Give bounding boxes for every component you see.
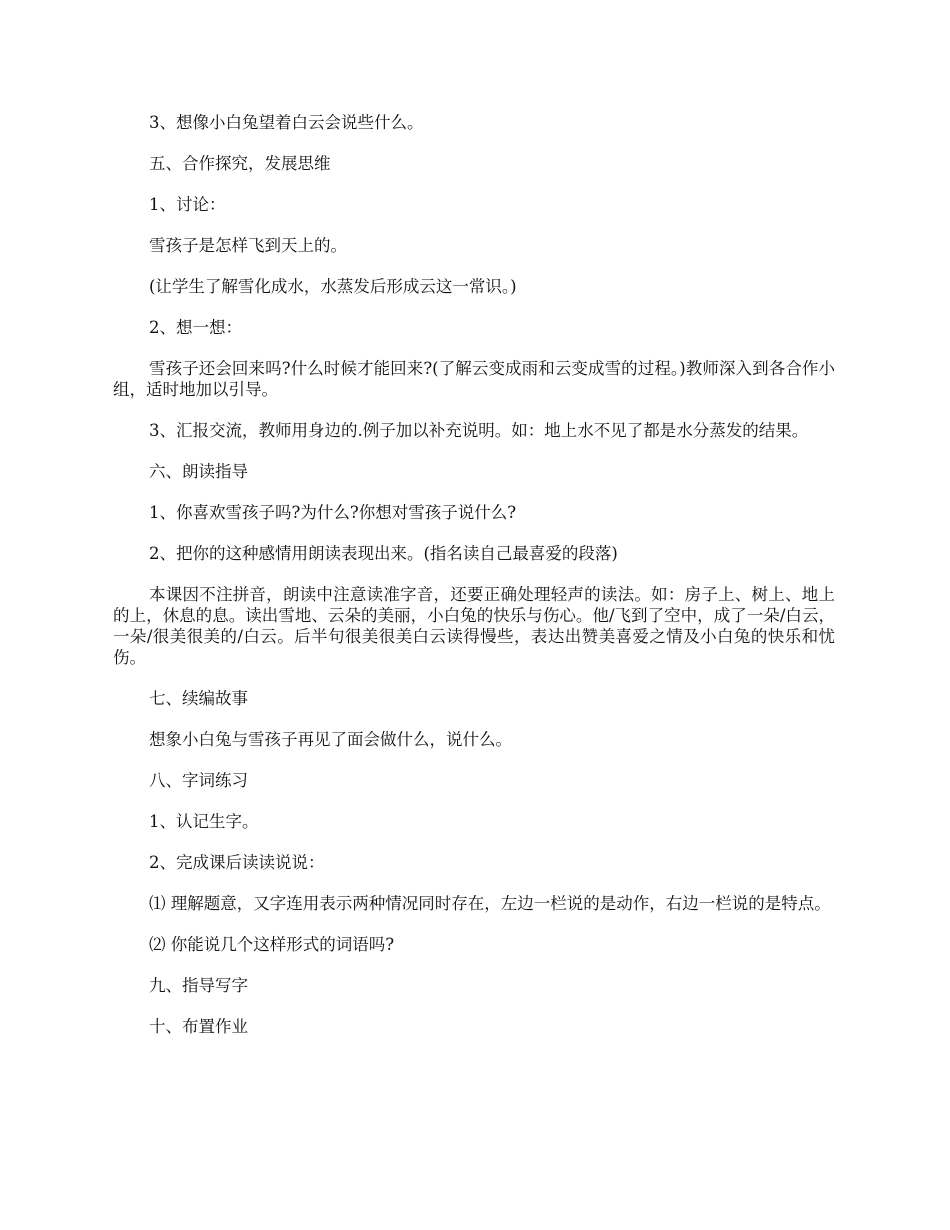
paragraph-report: 3、汇报交流，教师用身边的.例子加以补充说明。如：地上水不见了都是水分蒸发的结果。: [149, 421, 809, 440]
paragraph-characters: 1、认记生字。: [149, 812, 259, 831]
paragraph-exercise-1: ⑴ 理解题意，又字连用表示两种情况同时存在，左边一栏说的是动作，右边一栏说的是特点。: [149, 894, 831, 913]
paragraph-exercise: 2、完成课后读读说说：: [149, 853, 325, 872]
section-heading-7: 七、续编故事: [149, 689, 248, 708]
section-heading-10: 十、布置作业: [149, 1017, 248, 1036]
paragraph-reading-notes: 本课因不注拼音，朗读中注意读准字音，还要正确处理轻声的读法。如：房子上、树上、地上的上，休息的息。读出雪地、云朵的美丽，小白兔的快乐与伤心。他/飞到了空中，成了一朵/白云，一朵/很美很美的/白云。后半句很美很美白云读得慢些，表达出赞美喜爱之情及小白兔的快乐和忧伤。: [113, 585, 835, 667]
paragraph-story: 想象小白兔与雪孩子再见了面会做什么，说什么。: [149, 730, 512, 749]
section-heading-9: 九、指导写字: [149, 976, 248, 995]
paragraph-think: 2、想一想：: [149, 318, 242, 337]
document-body: [113, 112, 835, 1057]
paragraph-like: 1、你喜欢雪孩子吗?为什么?你想对雪孩子说什么?: [149, 503, 517, 522]
paragraph-exercise-2: ⑵ 你能说几个这样形式的词语吗?: [149, 935, 395, 954]
section-heading-5: 五、合作探究，发展思维: [149, 154, 331, 173]
paragraph-1: 3、想像小白兔望着白云会说些什么。: [149, 113, 424, 132]
paragraph-note: (让学生了解雪化成水，水蒸发后形成云这一常识。): [149, 277, 517, 296]
paragraph-read-aloud: 2、把你的这种感情用朗读表现出来。(指名读自己最喜爱的段落): [149, 544, 618, 563]
section-heading-6: 六、朗读指导: [149, 462, 248, 481]
paragraph-question: 雪孩子是怎样飞到天上的。: [149, 236, 347, 255]
section-heading-8: 八、字词练习: [149, 771, 248, 790]
paragraph-discussion: 1、讨论：: [149, 195, 226, 214]
paragraph-think-detail: 雪孩子还会回来吗?什么时候才能回来?(了解云变成雨和云变成雪的过程。)教师深入到各合作小组，适时地加以引导。: [113, 359, 835, 399]
